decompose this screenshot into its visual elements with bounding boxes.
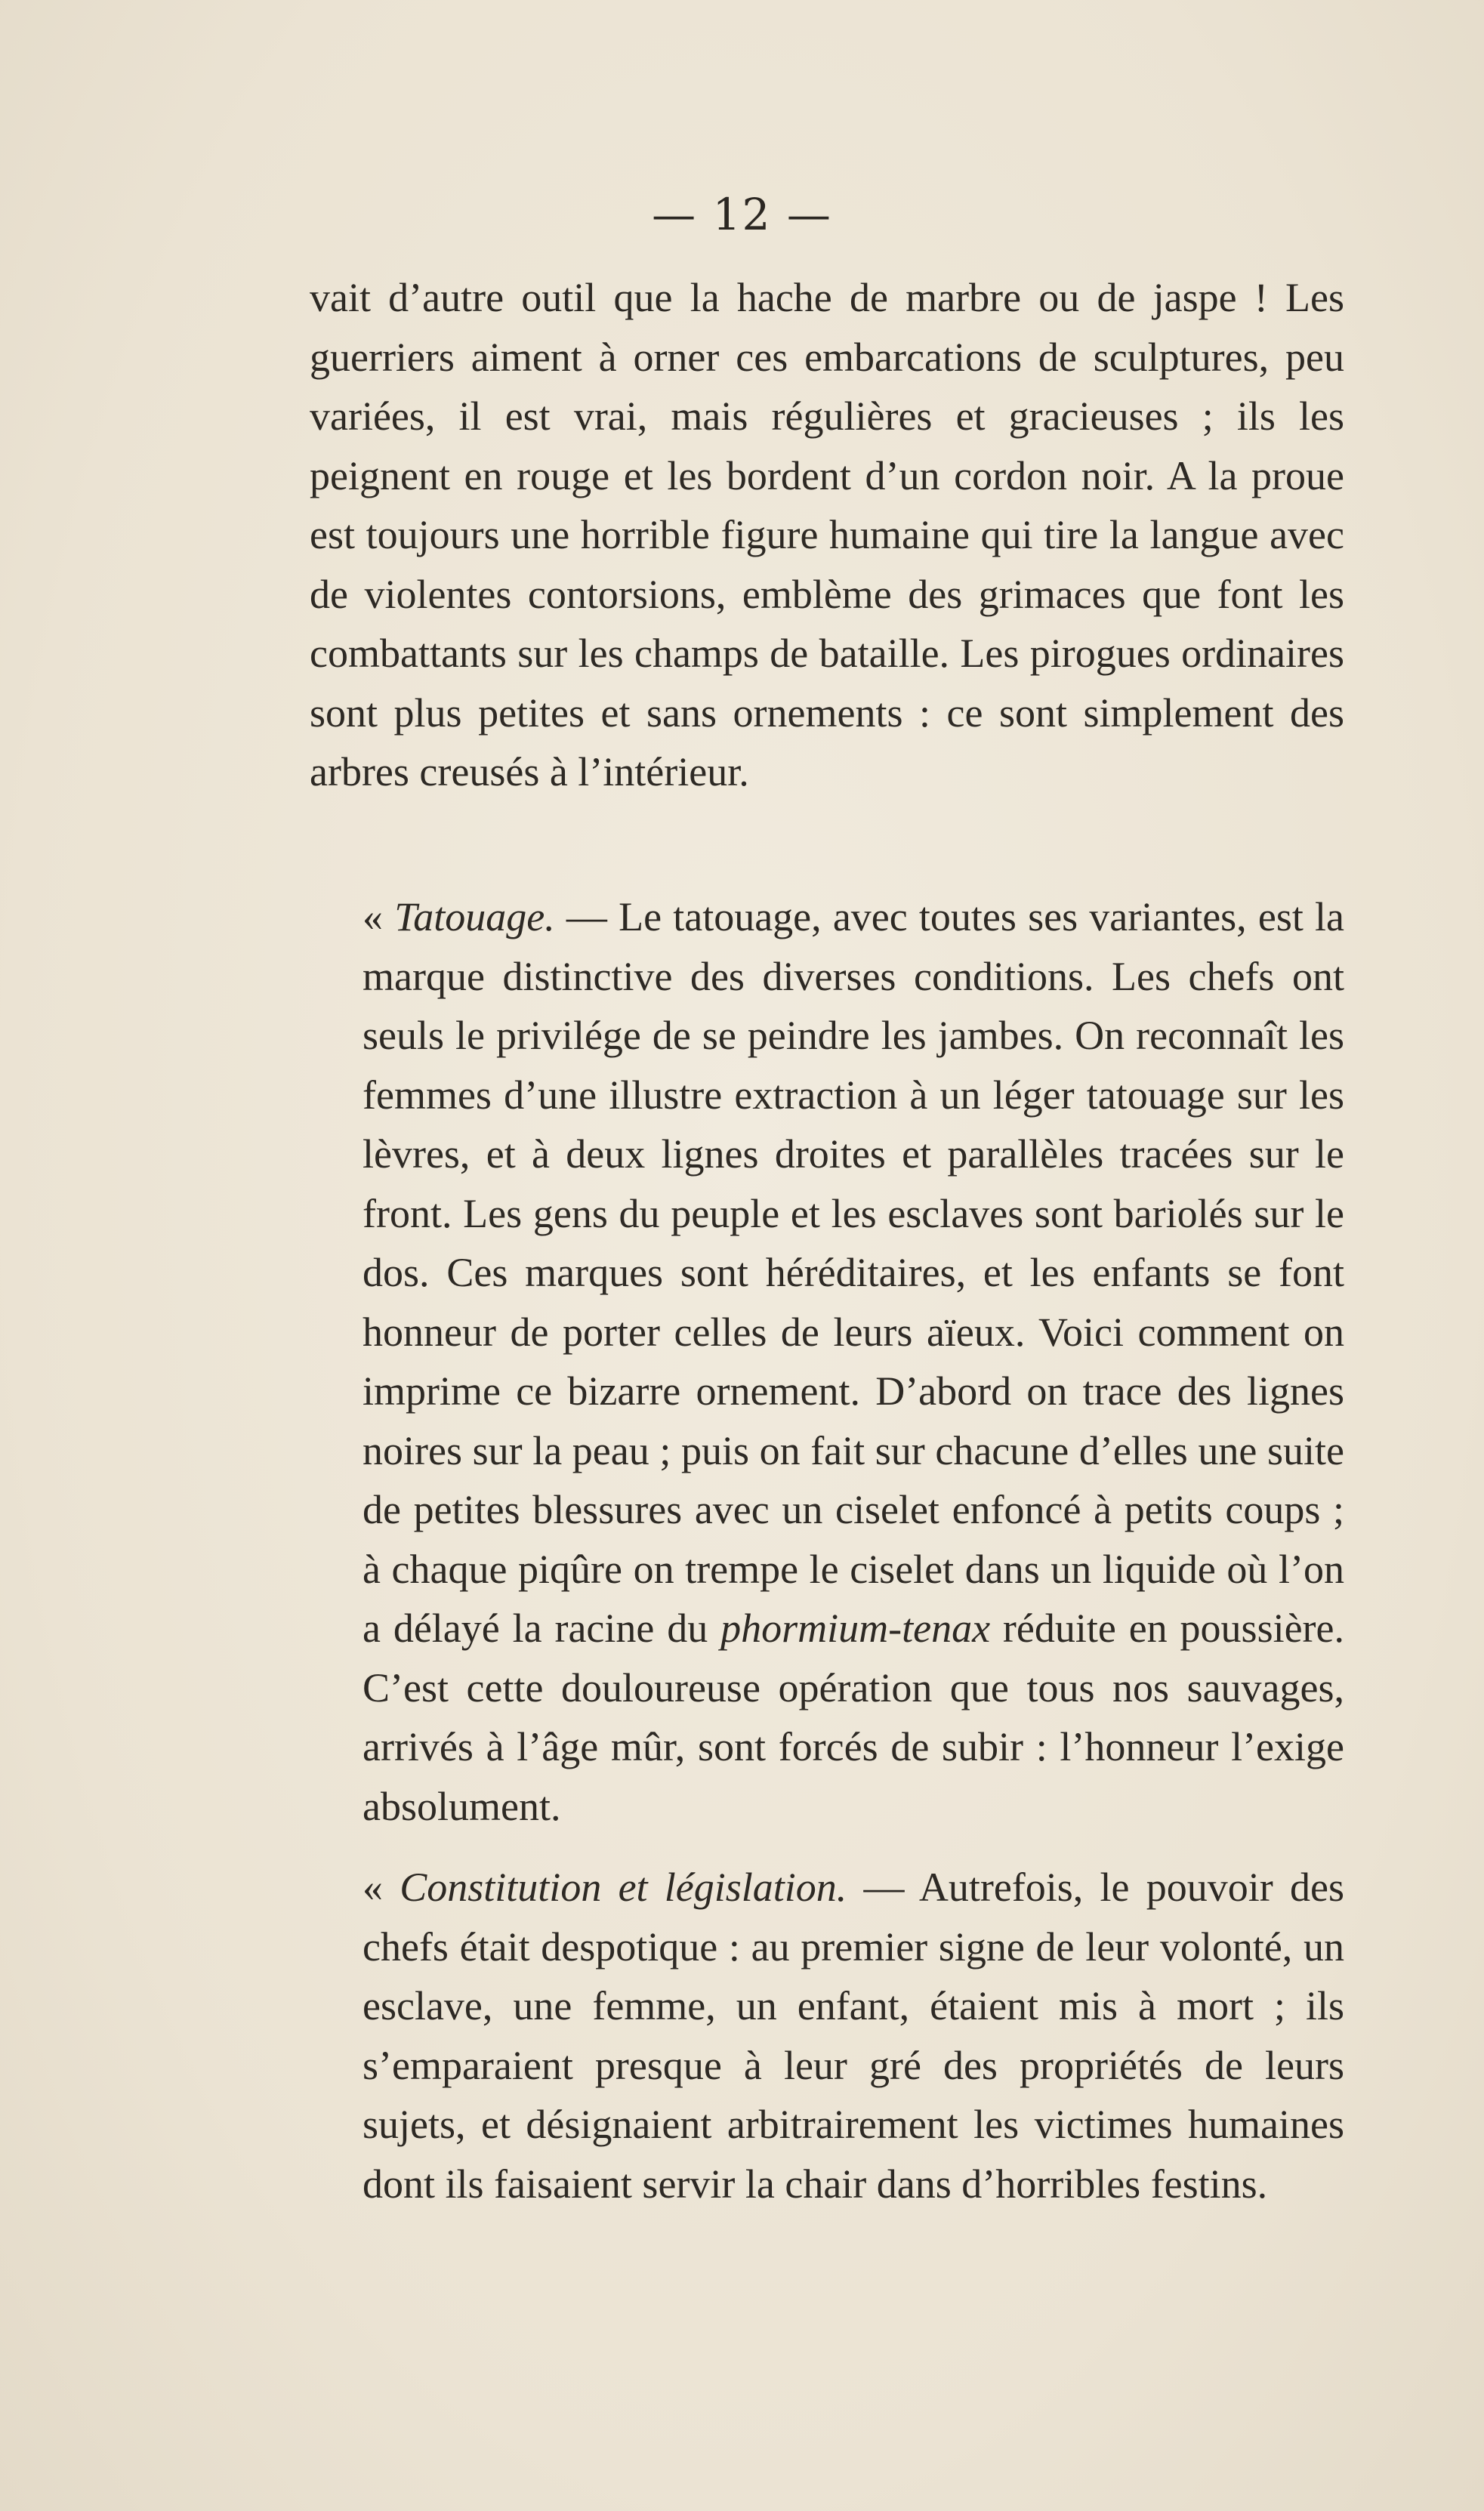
paragraph-constitution — [310, 1858, 1344, 2213]
paragraph-body — [310, 1858, 1344, 2213]
paragraph-body — [310, 887, 1344, 1836]
paragraph-text: Autrefois, le pouvoir des chefs était despotique : au premier signe de leur volonté, un esclave, une femme, un enfant, étaient mis à mort ; ils s’emparaient presque à leur gré des propriétés de leurs sujets, et désignaient arbitrairement les victimes humaines dont ils faisaient servir la chair dans d’horribles festins. — [363, 1865, 1345, 2207]
section-heading-tatouage: Tatouage. — [394, 894, 555, 939]
paragraph-text-b: réduite en poussière. C’est cette douloureuse opération que tous nos sauvages, arrivés à l’âge mûr, sont forcés de subir : l’honneur l’exige absolument. — [363, 1606, 1345, 1829]
page-number: — 12 — — [652, 189, 832, 240]
paragraph-tatouage — [310, 887, 1344, 1836]
paragraph-text: vait d’autre outil que la hache de marbre ou de jaspe ! Les guerriers aiment à orner ces embarcations de sculptures, peu variées, il est vrai, mais régulières et gracieuses ; ils les peignent en rouge et les bordent d’un cordon noir. A la proue est toujours une horrible figure humaine qui tire la langue avec de violentes contorsions, emblème des grimaces que font les combattants sur les champs de bataille. Les pirogues ordinaires sont plus petites et sans ornements : ce sont simplement des arbres creusés à l’intérieur. — [310, 275, 1344, 794]
opening-quote: « — [363, 894, 383, 939]
em-dash: — — [847, 1865, 919, 1910]
section-heading-constitution: Constitution et législation. — [400, 1865, 847, 1910]
paragraph-pirogues — [310, 268, 1344, 802]
em-dash: — — [554, 894, 619, 939]
paragraph-text-a: Le tatouage, avec toutes ses variantes, est la marque distinctive des diverses conditions. Les chefs ont seuls le privilége de se peindre les jambes. On reconnaît les femmes d’une illustre extraction à un léger tatouage sur les lèvres, et à deux lignes droites et parallèles tracées sur le front. Les gens du peuple et les esclaves sont bariolés sur le dos. Ces marques sont héréditaires, et les enfants se font honneur de porter celles de leurs aïeux. Voici comment on imprime ce bizarre ornement. D’abord on trace des lignes noires sur la peau ; puis on fait sur chacune d’elles une suite de petites blessures avec un ciselet enfoncé à petits coups ; à chaque piqûre on trempe le ciselet dans un liquide où l’on a délayé la racine du — [363, 894, 1345, 1651]
opening-quote: « — [363, 1865, 383, 1910]
botanical-term: phormium-tenax — [720, 1606, 991, 1651]
